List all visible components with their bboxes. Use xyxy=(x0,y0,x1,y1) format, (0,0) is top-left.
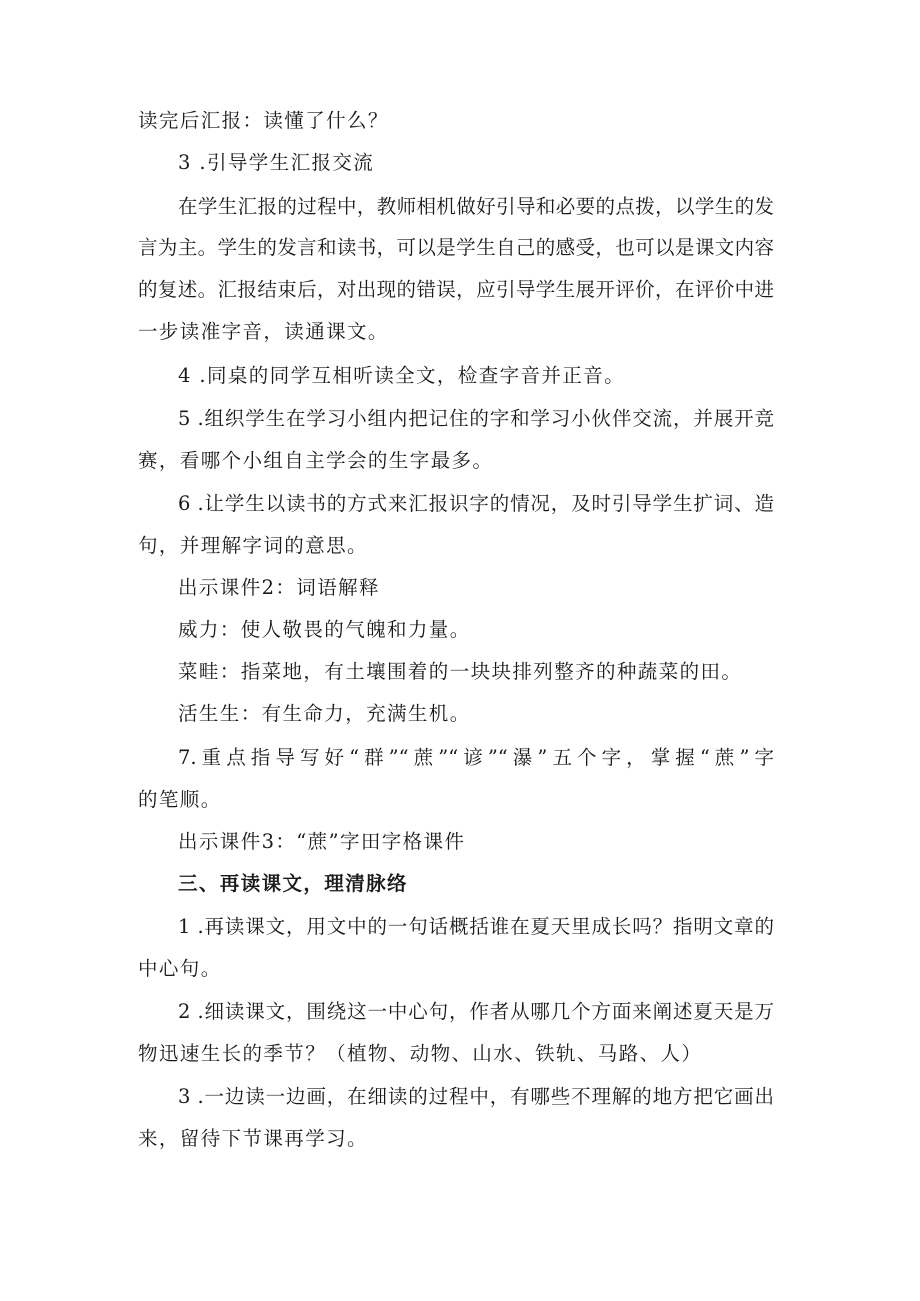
paragraph-line: 句，并理解字词的意思。 xyxy=(138,534,368,557)
numbered-item: 3 .一边读一边画，在细读的过程中，有哪些不理解的地方把它画出 xyxy=(178,1085,774,1108)
paragraph-line: 一步读准字音，读通课文。 xyxy=(138,320,389,343)
numbered-item: 3 .引导学生汇报交流 xyxy=(178,151,375,174)
paragraph-line: 来，留待下节课再学习。 xyxy=(138,1127,368,1150)
glossary-entry: 活生生：有生命力，充满生机。 xyxy=(178,702,471,725)
numbered-item: 4 .同桌的同学互相听读全文，检查字音并正音。 xyxy=(178,364,626,387)
paragraph-line: 赛，看哪个小组自主学会的生字最多。 xyxy=(138,449,494,472)
paragraph-line: 中心句。 xyxy=(138,957,222,980)
glossary-entry: 威力：使人敬畏的气魄和力量。 xyxy=(178,618,471,641)
paragraph-line: 的笔顺。 xyxy=(138,788,222,811)
paragraph-line: 的复述。汇报结束后，对出现的错误，应引导学生展开评价，在评价中进 xyxy=(138,278,774,301)
numbered-item: 2 .细读课文，围绕这一中心句，作者从哪几个方面来阐述夏天是万 xyxy=(178,1000,774,1023)
glossary-entry: 菜畦：指菜地，有土壤围着的一块块排列整齐的种蔬菜的田。 xyxy=(178,660,743,683)
numbered-item: 6 .让学生以读书的方式来汇报识字的情况，及时引导学生扩词、造 xyxy=(178,492,774,515)
courseware-label: 出示课件3：“蔗”字田字格课件 xyxy=(178,830,466,853)
numbered-item: 5 .组织学生在学习小组内把记住的字和学习小伙伴交流，并展开竞 xyxy=(178,407,774,430)
paragraph-line: 物迅速生长的季节？（植物、动物、山水、铁轨、马路、人） xyxy=(138,1042,703,1065)
paragraph-line: 在学生汇报的过程中，教师相机做好引导和必要的点拨，以学生的发 xyxy=(178,195,774,218)
text-line: 读完后汇报：读懂了什么？ xyxy=(138,109,389,132)
numbered-item: 7.重点指导写好“群”“蔗”“谚”“瀑”五个字，掌握“蔗”字 xyxy=(178,746,774,769)
courseware-label: 出示课件2：词语解释 xyxy=(178,576,380,599)
numbered-item: 1 .再读课文，用文中的一句话概括谁在夏天里成长吗？指明文章的 xyxy=(178,915,774,938)
section-heading: 三、再读课文，理清脉络 xyxy=(178,872,408,895)
paragraph-line: 言为主。学生的发言和读书，可以是学生自己的感受，也可以是课文内容 xyxy=(138,236,774,259)
